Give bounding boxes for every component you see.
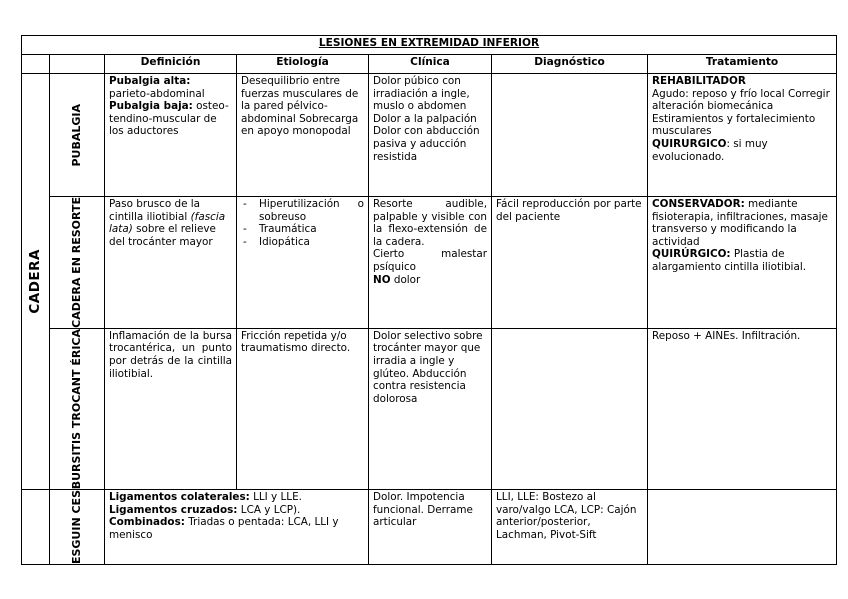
resorte-etiologia: [237, 197, 369, 329]
header-empty-1: [22, 55, 50, 74]
table-row-resorte: [22, 197, 837, 329]
row-label-bursitis: BURSITIS TROCANT ÉRICA: [50, 328, 105, 489]
resorte-diagnostico: Fácil reproducción por parte del paciente: [492, 197, 648, 329]
table-row-esguinces: [22, 490, 837, 565]
resorte-definicion: Paso brusco de la cintilla iliotibial (fascia lata) sobre el relieve del trocánter mayor: [105, 197, 237, 329]
bursitis-etiologia: Fricción repetida y/o traumatismo directo.: [237, 328, 369, 489]
bursitis-diagnostico: [492, 328, 648, 489]
pubalgia-diagnostico: [492, 74, 648, 197]
bursitis-tratamiento: Reposo + AINEs. Infiltración.: [648, 328, 837, 489]
esguinces-definicion: Ligamentos colaterales: LLI y LLE. Ligamentos cruzados: LCA y LCP). Combinados: Triadas o pentada: LCA, LLI y menisco: [105, 490, 369, 565]
etiologia-item: - Hiperutilización o sobreuso: [241, 198, 364, 223]
table-row-bursitis: [22, 328, 837, 489]
bursitis-definicion: Inflamación de la bursa trocantérica, un punto por detrás de la cintilla iliotibial.: [105, 328, 237, 489]
row-label-pubalgia: PUBALGIA: [50, 74, 105, 197]
group-cadera: CADERA: [22, 74, 50, 490]
header-etiologia: Etiología: [237, 55, 369, 74]
etiologia-item: - Idiopática: [241, 236, 364, 249]
row-label-esguinces: ESGUIN CES: [50, 490, 105, 565]
esguinces-diagnostico: LLI, LLE: Bostezo al varo/valgo LCA, LCP: Cajón anterior/posterior, Lachman, Pivot-Sift: [492, 490, 648, 565]
pubalgia-definicion: Pubalgia alta: parieto-abdominal Pubalgia baja: osteo-tendino-muscular de los aductores: [105, 74, 237, 197]
esguinces-clinica: Dolor. Impotencia funcional. Derrame articular: [369, 490, 492, 565]
pubalgia-clinica: Dolor púbico con irradiación a ingle, muslo o abdomen Dolor a la palpación Dolor con abducción pasiva y aducción resistida: [369, 74, 492, 197]
header-empty-2: [50, 55, 105, 74]
header-definicion: Definición: [105, 55, 237, 74]
lesiones-table: [21, 35, 837, 565]
resorte-clinica: Resorte audible, palpable y visible con la flexo-extensión de la cadera. Cierto malestar psíquico NO dolor: [369, 197, 492, 329]
pubalgia-etiologia: Desequilibrio entre fuerzas musculares de la pared pélvico-abdominal Sobrecarga en apoyo monopodal: [237, 74, 369, 197]
esguinces-tratamiento: [648, 490, 837, 565]
header-diagnostico: Diagnóstico: [492, 55, 648, 74]
resorte-tratamiento: CONSERVADOR: mediante fisioterapia, infiltraciones, masaje transverso y modificando la actividad QUIRÚRGICO: Plastia de alargamiento cintilla iliotibial.: [648, 197, 837, 329]
table-row-pubalgia: [22, 74, 837, 197]
esguinces-empty: [22, 490, 50, 565]
table-title: LESIONES EN EXTREMIDAD INFERIOR: [22, 36, 837, 55]
etiologia-item: - Traumática: [241, 223, 364, 236]
pubalgia-tratamiento: REHABILITADOR Agudo: reposo y frío local Corregir alteración biomecánica Estiramientos y fortalecimiento musculares QUIRURGICO: si muy evolucionado.: [648, 74, 837, 197]
row-label-resorte: CADERA EN RESORTE: [50, 197, 105, 329]
header-tratamiento: Tratamiento: [648, 55, 837, 74]
header-clinica: Clínica: [369, 55, 492, 74]
bursitis-clinica: Dolor selectivo sobre trocánter mayor que irradia a ingle y glúteo. Abducción contra resistencia dolorosa: [369, 328, 492, 489]
